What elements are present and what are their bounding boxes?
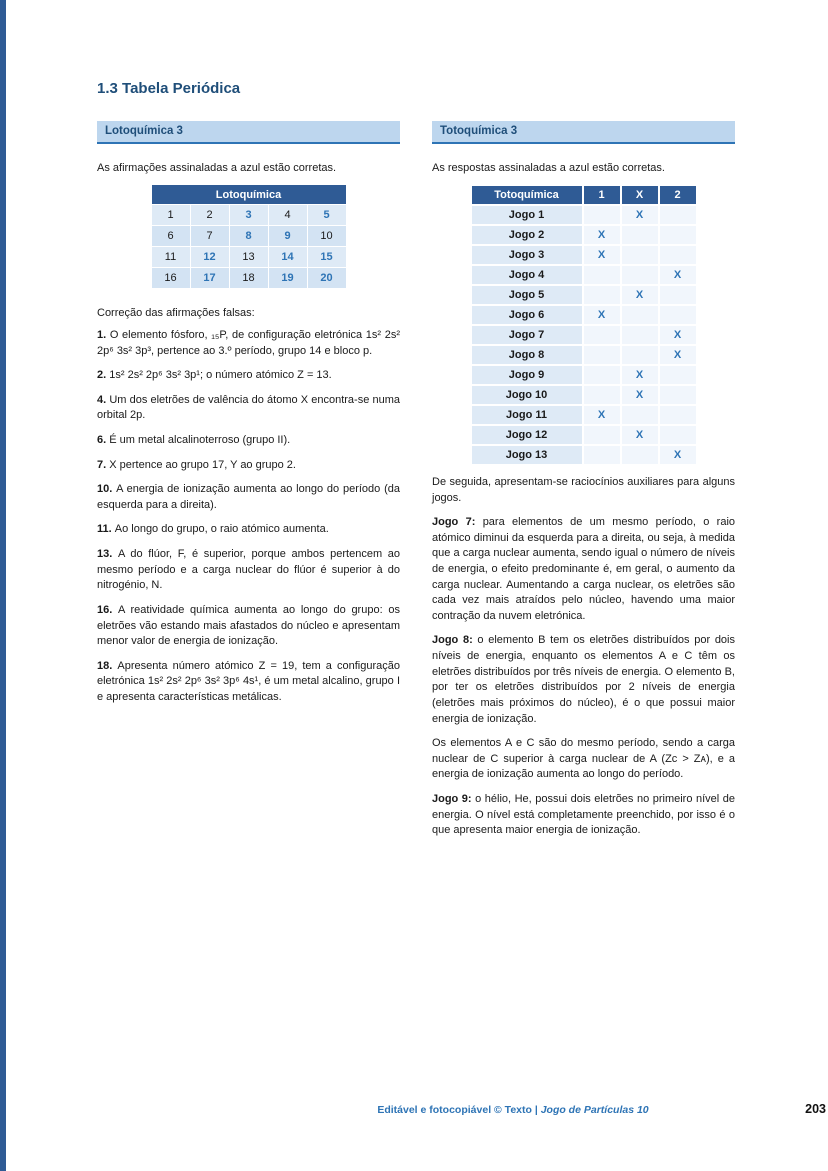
answer-cell	[659, 425, 697, 445]
jogo-label: Jogo 5	[471, 285, 583, 305]
lotoquimica-table-title: Lotoquímica	[151, 185, 346, 205]
footer-credit-text: Editável e fotocopiável © Texto |	[377, 1104, 541, 1116]
solution-paragraph: Jogo 8: o elemento B tem os eletrões distribuídos por dois níveis de energia, enquanto os elementos A e C têm os eletrões distribuídos por três níveis de energia. O elemento B, por ter os eletrões distribuídos por 2 níveis de energia (eletrões mais próximos do núcleo), é o que possui maior energia de ionização.	[432, 634, 735, 725]
correction-number: 11.	[97, 523, 115, 536]
answer-cell	[621, 325, 659, 345]
totoquimica-row	[471, 345, 697, 365]
answer-cell	[583, 265, 621, 285]
lotoquimica-cell: 1	[151, 205, 190, 226]
content	[97, 0, 826, 1116]
answer-cell	[659, 365, 697, 385]
answer-cell	[583, 425, 621, 445]
jogo-label: Jogo 13	[471, 445, 583, 465]
totoquimica-row	[471, 425, 697, 445]
answer-cell: X	[621, 205, 659, 225]
totoquimica-row	[471, 405, 697, 425]
answer-cell	[659, 285, 697, 305]
correction-item: 7. X pertence ao grupo 17, Y ao grupo 2.	[97, 458, 296, 471]
answer-cell: X	[583, 245, 621, 265]
totoquimica-header-option: 1	[583, 185, 621, 205]
right-paragraphs	[432, 475, 735, 839]
left-edge-bar	[0, 0, 6, 1171]
correction-number: 7.	[97, 458, 110, 471]
lotoquimica-cell: 18	[229, 268, 268, 289]
correction-number: 2.	[97, 369, 110, 382]
correction-item: 16. A reatividade química aumenta ao longo do grupo: os eletrões vão estando mais afastados do núcleo e apresentam menor valor de energia de ionização.	[97, 603, 400, 648]
totoquimica-header-option: X	[621, 185, 659, 205]
solution-paragraph: Jogo 7: para elementos de um mesmo período, o raio atómico diminui da esquerda para a direita, ou seja, à medida que a carga nuclear aumenta, sendo igual o número de níveis de energia, o efeito predominante é, em geral, o aumento da carga nuclear. Aumentando a carga nuclear, os eletrões são cada vez mais atraídos pelo núcleo, havendo uma maior contração da nuvem eletrónica.	[432, 516, 736, 622]
jogo-label: Jogo 9	[471, 365, 583, 385]
answer-cell	[659, 305, 697, 325]
correction-number: 16.	[97, 603, 119, 616]
jogo-label: Jogo 7	[471, 325, 583, 345]
correction-number: 6.	[97, 434, 110, 447]
totoquimica-row	[471, 365, 697, 385]
totoquimica-row	[471, 225, 697, 245]
totoquimica-row	[471, 445, 697, 465]
solution-paragraph: Jogo 9: o hélio, He, possui dois eletrões no primeiro nível de energia. O nível está completamente preenchido, por isso é o que apresenta maior energia de ionização.	[432, 792, 735, 837]
correction-item: 4. Um dos eletrões de valência do átomo X encontra-se numa orbital 2p.	[97, 393, 400, 422]
jogo-label: Jogo 4	[471, 265, 583, 285]
lotoquimica-cell: 8	[229, 226, 268, 247]
paragraph-lead: Jogo 9:	[432, 792, 476, 805]
footer-credit	[194, 1104, 828, 1116]
totoquimica-row	[471, 205, 697, 225]
answer-cell	[621, 245, 659, 265]
page-number: 203	[805, 1102, 826, 1116]
answer-cell	[659, 385, 697, 405]
answer-cell	[583, 325, 621, 345]
lotoquimica-banner: Lotoquímica 3	[97, 121, 400, 144]
lotoquimica-cell: 9	[268, 226, 307, 247]
answer-cell	[583, 445, 621, 465]
lotoquimica-cell: 15	[307, 247, 346, 268]
correction-item: 11. Ao longo do grupo, o raio atómico aumenta.	[97, 523, 329, 536]
totoquimica-header-option: 2	[659, 185, 697, 205]
answer-cell: X	[583, 405, 621, 425]
answer-cell: X	[621, 385, 659, 405]
answer-cell	[621, 265, 659, 285]
lotoquimica-cell: 4	[268, 205, 307, 226]
answer-cell	[583, 345, 621, 365]
lotoquimica-cell: 7	[190, 226, 229, 247]
jogo-label: Jogo 2	[471, 225, 583, 245]
answer-cell: X	[583, 225, 621, 245]
left-column	[97, 121, 400, 839]
jogo-label: Jogo 1	[471, 205, 583, 225]
answer-cell	[621, 345, 659, 365]
totoquimica-row	[471, 325, 697, 345]
jogo-label: Jogo 10	[471, 385, 583, 405]
two-column-layout	[97, 121, 735, 839]
jogo-label: Jogo 12	[471, 425, 583, 445]
lotoquimica-cell: 3	[229, 205, 268, 226]
paragraph-lead: Jogo 7:	[432, 516, 483, 529]
lotoquimica-row	[151, 226, 346, 247]
lotoquimica-cell: 2	[190, 205, 229, 226]
section-title: 1.3 Tabela Periódica	[97, 80, 241, 97]
answer-cell	[659, 225, 697, 245]
lotoquimica-cell: 14	[268, 247, 307, 268]
totoquimica-header-title: Totoquímica	[471, 185, 583, 205]
answer-cell	[583, 205, 621, 225]
totoquimica-table	[470, 184, 698, 466]
totoquimica-row	[471, 265, 697, 285]
totoquimica-intro: As respostas assinaladas a azul estão corretas.	[432, 162, 665, 174]
correction-number: 1.	[97, 329, 110, 341]
answer-cell	[659, 245, 697, 265]
lotoquimica-cell: 5	[307, 205, 346, 226]
lotoquimica-cell: 6	[151, 226, 190, 247]
lotoquimica-title-row	[151, 185, 346, 205]
correction-item: 2. 1s² 2s² 2p⁶ 3s² 3p¹; o número atómico Z = 13.	[97, 369, 332, 382]
paragraph-lead: Jogo 8:	[432, 634, 478, 647]
lotoquimica-cell: 17	[190, 268, 229, 289]
totoquimica-row	[471, 385, 697, 405]
correction-number: 4.	[97, 393, 110, 406]
lotoquimica-cell: 11	[151, 247, 190, 268]
lotoquimica-cell: 16	[151, 268, 190, 289]
answer-cell	[621, 305, 659, 325]
footer	[194, 1104, 828, 1116]
answer-cell: X	[583, 305, 621, 325]
correction-item: 13. A do flúor, F, é superior, porque ambos pertencem ao mesmo período e a carga nuclear do flúor é superior à do nitrogénio, N.	[97, 548, 400, 592]
totoquimica-body	[471, 205, 697, 465]
answer-cell	[621, 445, 659, 465]
solution-paragraph: Os elementos A e C são do mesmo período, sendo a carga nuclear de C superior à carga nuclear de A (Zᴄ > Zᴀ), e a energia de ionização aumenta ao longo do período.	[432, 737, 735, 781]
correction-number: 10.	[97, 483, 117, 496]
totoquimica-header-row	[471, 185, 697, 205]
solution-paragraph: De seguida, apresentam-se raciocínios auxiliares para alguns jogos.	[432, 476, 735, 504]
lotoquimica-table-head	[151, 185, 346, 205]
footer-book-title: Jogo de Partículas 10	[540, 1104, 649, 1116]
correction-number: 13.	[97, 548, 118, 561]
lotoquimica-cell: 10	[307, 226, 346, 247]
answer-cell	[659, 205, 697, 225]
correction-number: 18.	[97, 659, 118, 672]
corrections-list	[97, 328, 400, 706]
answer-cell	[583, 285, 621, 305]
correction-item: 6. É um metal alcalinoterroso (grupo II).	[97, 434, 291, 447]
lotoquimica-row	[151, 268, 346, 289]
jogo-label: Jogo 3	[471, 245, 583, 265]
answer-cell: X	[659, 265, 697, 285]
answer-cell: X	[621, 285, 659, 305]
jogo-label: Jogo 11	[471, 405, 583, 425]
correction-item: 18. Apresenta número atómico Z = 19, tem a configuração eletrónica 1s² 2s² 2p⁶ 3s² 3p⁶ 4s¹, é um metal alcalino, grupo I e apresenta características metálicas.	[97, 659, 400, 703]
answer-cell	[621, 225, 659, 245]
answer-cell: X	[621, 365, 659, 385]
answer-cell: X	[659, 445, 697, 465]
answer-cell: X	[659, 345, 697, 365]
corrections-heading: Correção das afirmações falsas:	[97, 307, 255, 319]
totoquimica-banner: Totoquímica 3	[432, 121, 735, 144]
totoquimica-row	[471, 305, 697, 325]
answer-cell	[583, 365, 621, 385]
answer-cell: X	[659, 325, 697, 345]
answer-cell	[583, 385, 621, 405]
totoquimica-row	[471, 245, 697, 265]
jogo-label: Jogo 6	[471, 305, 583, 325]
lotoquimica-intro: As afirmações assinaladas a azul estão corretas.	[97, 162, 337, 174]
correction-item: 1. O elemento fósforo, ₁₅P, de configuração eletrónica 1s² 2s² 2p⁶ 3s² 3p³, pertence ao 3.º período, grupo 14 e bloco p.	[97, 329, 400, 357]
lotoquimica-row	[151, 205, 346, 226]
lotoquimica-cell: 12	[190, 247, 229, 268]
jogo-label: Jogo 8	[471, 345, 583, 365]
right-column	[432, 121, 735, 839]
answer-cell: X	[621, 425, 659, 445]
lotoquimica-grid-body	[151, 205, 346, 289]
lotoquimica-row	[151, 247, 346, 268]
answer-cell	[659, 405, 697, 425]
answer-cell	[621, 405, 659, 425]
lotoquimica-cell: 13	[229, 247, 268, 268]
lotoquimica-cell: 19	[268, 268, 307, 289]
lotoquimica-cell: 20	[307, 268, 346, 289]
totoquimica-row	[471, 285, 697, 305]
correction-item: 10. A energia de ionização aumenta ao longo do período (da esquerda para a direita).	[97, 483, 400, 511]
lotoquimica-table	[151, 184, 347, 289]
totoquimica-table-head	[471, 185, 697, 205]
